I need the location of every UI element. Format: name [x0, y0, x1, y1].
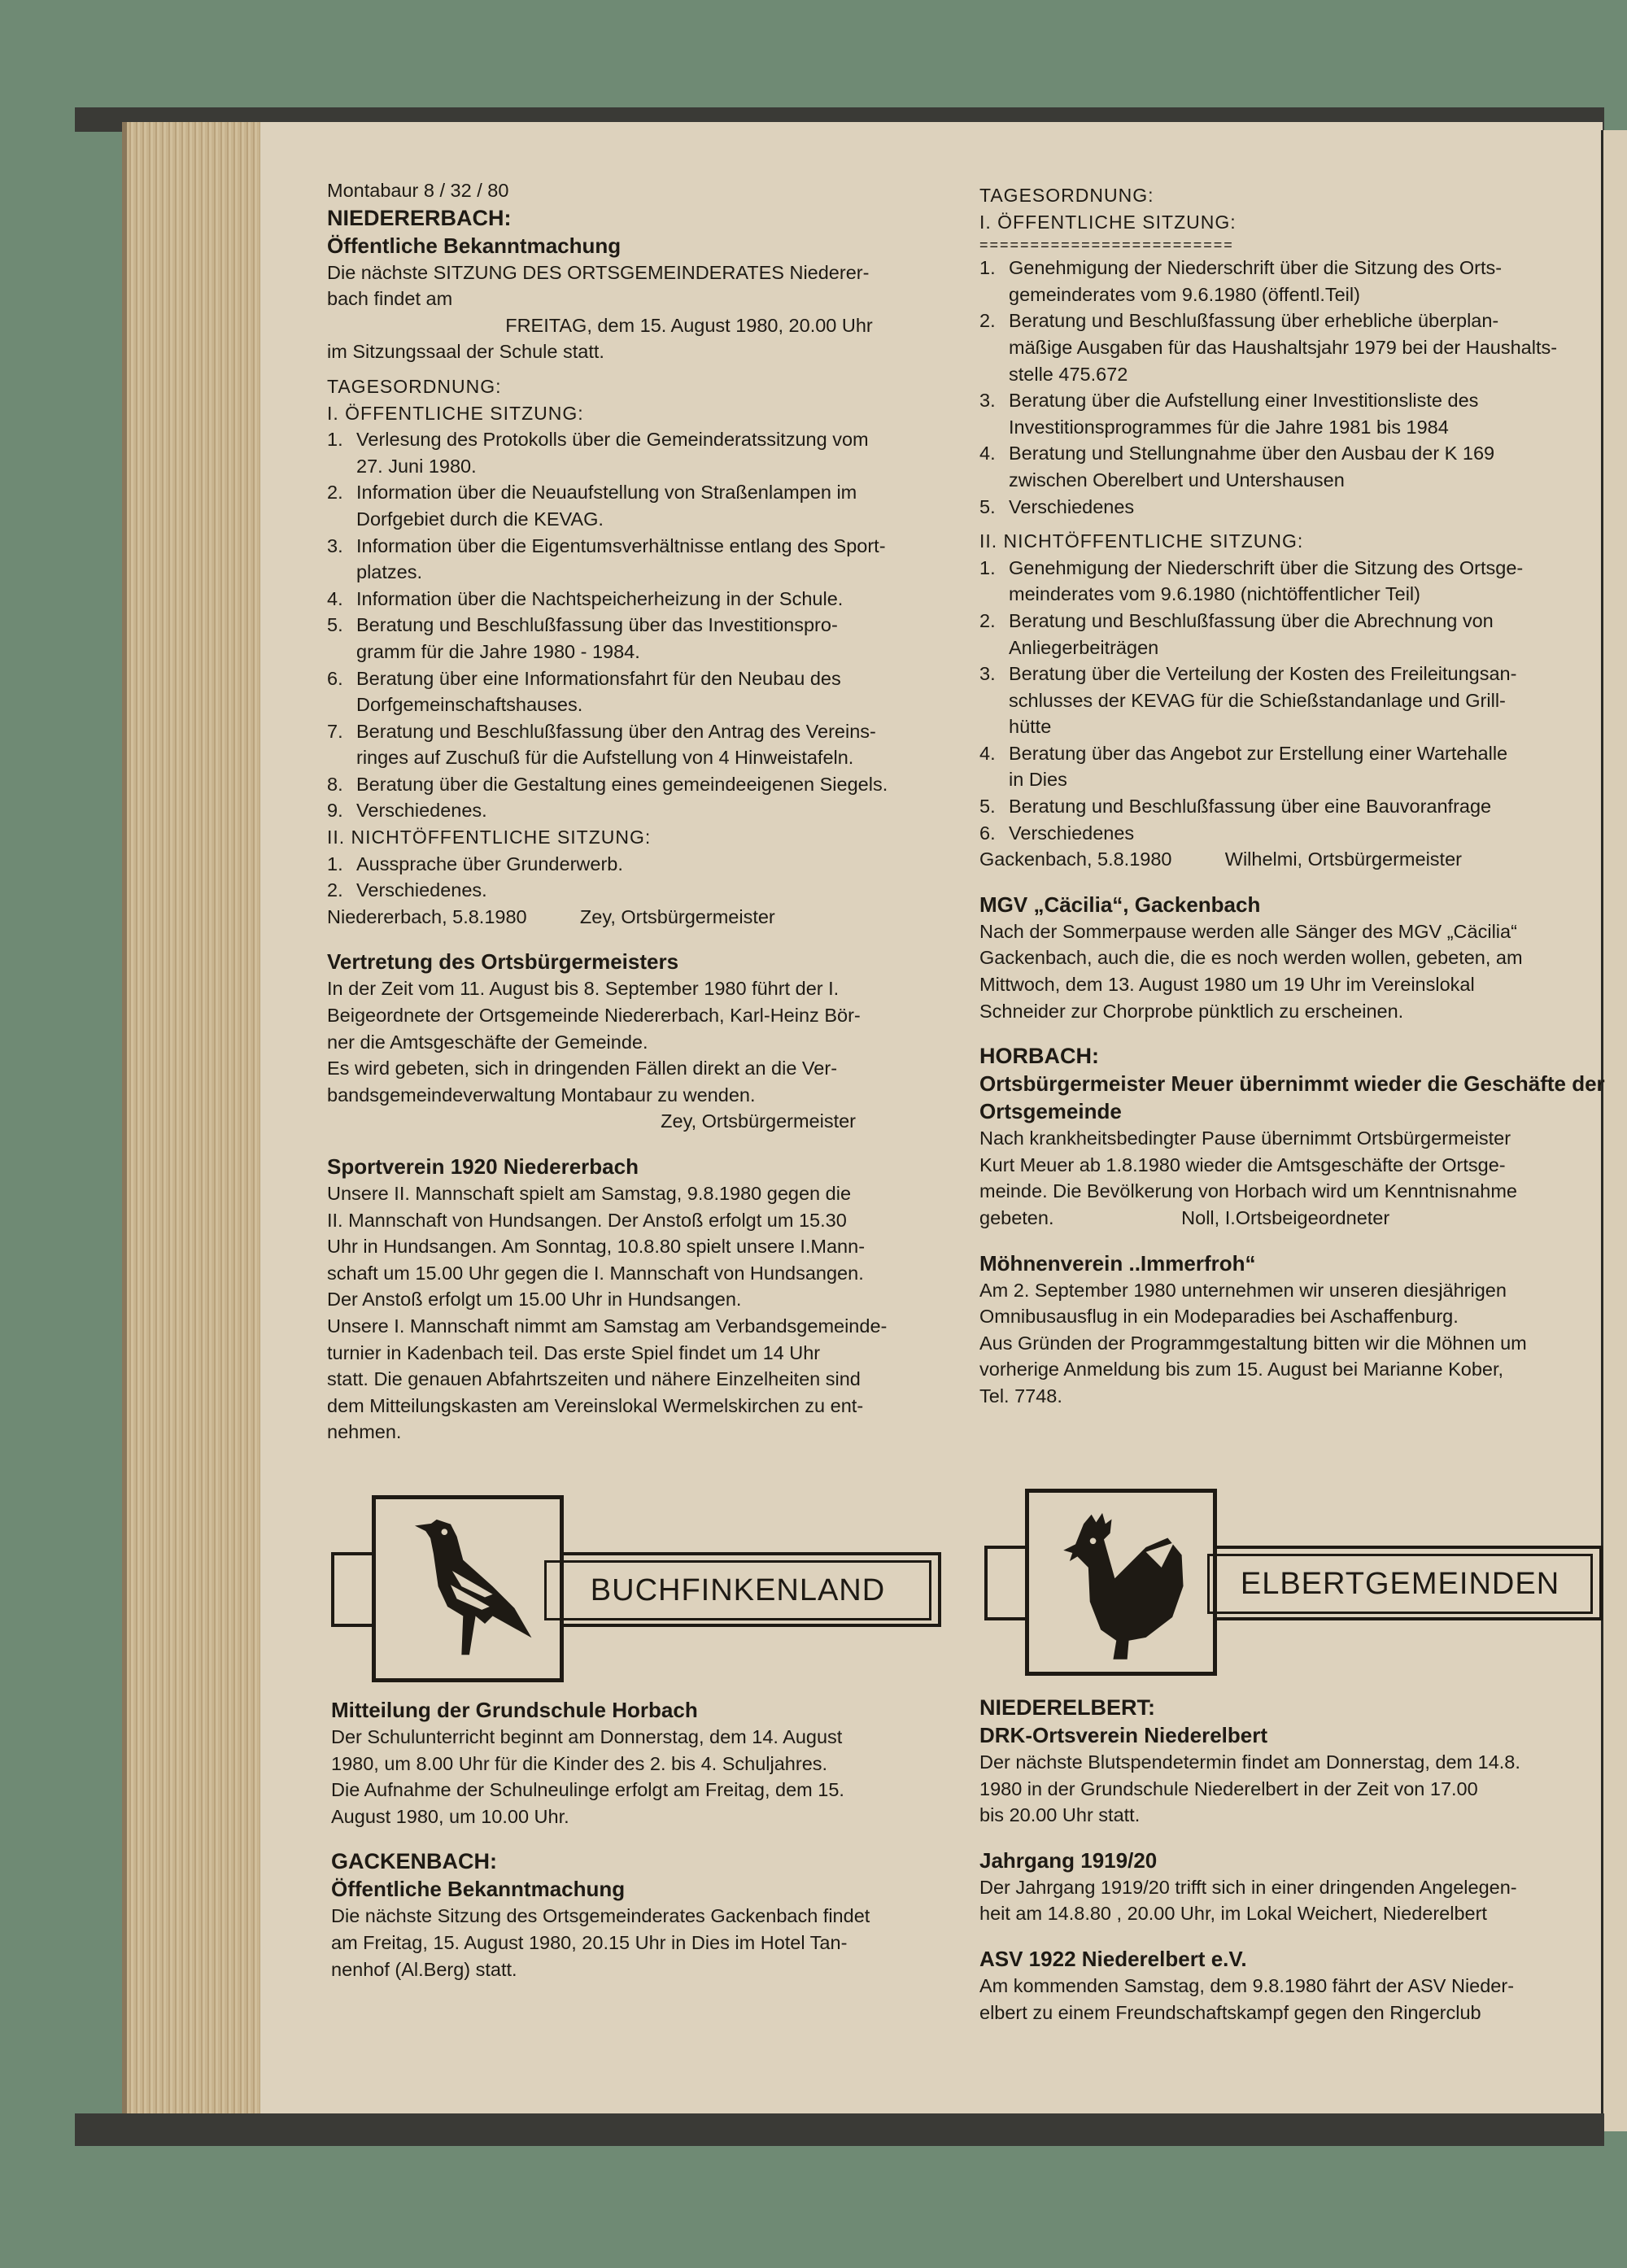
emblem-box: [372, 1495, 564, 1682]
text-line: Beigeordnete der Ortsgemeinde Niedererbach, Karl-Heinz Bör-: [327, 1005, 861, 1027]
gackenbach-subtitle: Öffentliche Bekanntmachung: [331, 1877, 626, 1902]
agenda-item-number: 6.: [327, 667, 343, 689]
gackenbach-text: [331, 1903, 966, 1982]
asv-title: ASV 1922 Niederelbert e.V.: [979, 1946, 1247, 1971]
agenda-item-text: hütte: [1009, 716, 1052, 738]
agenda-item-text: platzes.: [356, 561, 422, 583]
text-line: ner die Amtsgeschäfte der Gemeinde.: [327, 1031, 648, 1053]
agenda-item: [979, 255, 1606, 307]
text-line: Schneider zur Chorprobe pünktlich zu erscheinen.: [979, 1000, 1404, 1022]
right-agenda-label: TAGESORDNUNG:: [979, 185, 1154, 206]
agenda-item: [979, 608, 1606, 661]
agenda-item-text: Beratung und Stellungnahme über den Ausbau der K 169: [1009, 443, 1495, 465]
text-line: II. Mannschaft von Hundsangen. Der Anstoß erfolgt um 15.30: [327, 1209, 847, 1231]
agenda-item-number: 6.: [979, 822, 996, 844]
agenda-item: [979, 440, 1606, 493]
agenda-item-number: 7.: [327, 720, 343, 742]
agenda-item-number: 9.: [327, 800, 343, 822]
niedererbach-signature: Niedererbach, 5.8.1980 Zey, Ortsbürgermeister: [327, 905, 775, 927]
text-line: Der nächste Blutspendetermin findet am Donnerstag, dem 14.8.: [979, 1751, 1520, 1773]
agenda-item-text: Beratung über das Angebot zur Erstellung einer Wartehalle: [1009, 742, 1508, 764]
agenda-item-text: Aussprache über Grunderwerb.: [356, 853, 623, 874]
agenda-item-number: 3.: [979, 663, 996, 685]
agenda-item-text: zwischen Oberelbert und Untershausen: [1009, 469, 1345, 491]
text-line: 1980 in der Grundschule Niederelbert in der Zeit von 17.00: [979, 1777, 1478, 1799]
agenda-item-text: Genehmigung der Niederschrift über die Sitzung des Ortsge-: [1009, 556, 1524, 578]
text-line: nehmen.: [327, 1421, 402, 1443]
agenda-item-number: 4.: [979, 742, 996, 764]
agenda-item: [979, 307, 1606, 387]
asv-text: [979, 1973, 1606, 2026]
text-line: Unsere II. Mannschaft spielt am Samstag, 9.8.1980 gegen die: [327, 1183, 852, 1204]
text-line: elbert zu einem Freundschaftskampf gegen den Ringerclub: [979, 2001, 1481, 2023]
grundschule-text: [331, 1724, 966, 1830]
sportverein-title: Sportverein 1920 Niedererbach: [327, 1154, 639, 1179]
agenda-item-number: 1.: [327, 853, 343, 874]
agenda-item: [979, 661, 1606, 740]
vertretung-text: [327, 975, 962, 1108]
niedererbach-subtitle: Öffentliche Bekanntmachung: [327, 233, 622, 258]
agenda-item-text: Verschiedenes: [1009, 822, 1135, 844]
jahrgang-text: [979, 1874, 1606, 1927]
mgv-title: MGV „Cäcilia“, Gackenbach: [979, 892, 1261, 917]
text-line: am Freitag, 15. August 1980, 20.15 Uhr in Dies im Hotel Tan-: [331, 1931, 848, 1953]
agenda-item-number: 5.: [979, 796, 996, 818]
agenda-item-text: Beratung und Beschlußfassung über den Antrag des Vereins-: [356, 720, 876, 742]
rooster-icon: [1029, 1493, 1213, 1672]
text-line: nenhof (Al.Berg) statt.: [331, 1958, 517, 1980]
agenda-item-text: in Dies: [1009, 769, 1067, 791]
agenda-item-text: Dorfgemeinschaftshauses.: [356, 694, 583, 716]
agenda-item-text: meinderates vom 9.6.1980 (nichtöffentlicher Teil): [1009, 583, 1420, 605]
gackenbach-signature: Gackenbach, 5.8.1980 Wilhelmi, Ortsbürgermeister: [979, 848, 1462, 870]
text-line: August 1980, um 10.00 Uhr.: [331, 1805, 569, 1827]
horbach-subtitle-2: Ortsgemeinde: [979, 1099, 1122, 1124]
text-line: Uhr in Hundsangen. Am Sonntag, 10.8.80 spielt unsere I.Mann-: [327, 1236, 866, 1258]
agenda-item-number: 4.: [327, 587, 343, 609]
gackenbach-title: GACKENBACH:: [331, 1849, 497, 1874]
agenda-item-number: 3.: [327, 534, 343, 556]
public-agenda-list: [327, 426, 962, 824]
text-line: statt. Die genauen Abfahrtszeiten und nähere Einzelheiten sind: [327, 1368, 861, 1390]
horbach-subtitle-1: Ortsbürgermeister Meuer übernimmt wieder die Geschäfte der: [979, 1071, 1605, 1097]
agenda-item-text: Beratung über die Verteilung der Kosten des Freileitungsan-: [1009, 663, 1517, 685]
text-line: Nach der Sommerpause werden alle Sänger des MGV „Cäcilia“: [979, 920, 1517, 942]
public-session-label: I. ÖFFENTLICHE SITZUNG:: [327, 402, 584, 424]
text-line: heit am 14.8.80 , 20.00 Uhr, im Lokal Weichert, Niederelbert: [979, 1903, 1487, 1925]
horbach-signature: gebeten. Noll, I.Ortsbeigeordneter: [979, 1207, 1390, 1228]
agenda-label: TAGESORDNUNG:: [327, 375, 502, 397]
right-private-agenda: [979, 555, 1606, 847]
text-line: Nach krankheitsbedingter Pause übernimmt Ortsbürgermeister: [979, 1127, 1511, 1149]
niederelbert-subtitle: DRK-Ortsverein Niederelbert: [979, 1723, 1267, 1747]
private-agenda-list: [327, 851, 962, 904]
agenda-item-number: 4.: [979, 443, 996, 465]
agenda-item: [327, 612, 962, 665]
text-line: 1980, um 8.00 Uhr für die Kinder des 2. bis 4. Schuljahres.: [331, 1752, 828, 1774]
agenda-item-text: gramm für die Jahre 1980 - 1984.: [356, 640, 640, 662]
text-line: vorherige Anmeldung bis zum 15. August bei Marianne Kober,: [979, 1359, 1504, 1380]
agenda-item: [979, 387, 1606, 440]
text-line: schaft um 15.00 Uhr gegen die I. Mannschaft von Hundsangen.: [327, 1262, 864, 1284]
text-line: In der Zeit vom 11. August bis 8. September 1980 führt der I.: [327, 978, 840, 1000]
text-line: Aus Gründen der Programmgestaltung bitten wir die Möhnen um: [979, 1332, 1527, 1354]
text-line: Unsere I. Mannschaft nimmt am Samstag am Verbandsgemeinde-: [327, 1315, 888, 1337]
agenda-item-text: Verschiedenes: [1009, 495, 1135, 517]
agenda-item-number: 3.: [979, 390, 996, 412]
agenda-item: [979, 820, 1606, 847]
right-lower-column: [979, 1694, 1606, 2026]
agenda-item: [979, 555, 1606, 608]
text-line: Gackenbach, auch die, die es noch werden wollen, gebeten, am: [979, 947, 1523, 969]
agenda-item-text: Genehmigung der Niederschrift über die Sitzung des Orts-: [1009, 257, 1503, 279]
text-line: dem Mitteilungskasten am Vereinslokal Wermelskirchen zu ent-: [327, 1394, 864, 1416]
agenda-item: [327, 797, 962, 824]
text-line: Am 2. September 1980 unternehmen wir unseren diesjährigen: [979, 1279, 1507, 1301]
agenda-item-number: 1.: [979, 556, 996, 578]
agenda-item-number: 1.: [979, 257, 996, 279]
book-bottom-edge: [75, 2113, 1604, 2146]
agenda-item: [327, 718, 962, 771]
text-line: Der Jahrgang 1919/20 trifft sich in einer dringenden Angelegen-: [979, 1876, 1517, 1898]
moehnen-title: Möhnenverein ..Immerfroh“: [979, 1250, 1256, 1276]
agenda-item-number: 1.: [327, 429, 343, 451]
agenda-item-text: Beratung über die Aufstellung einer Investitionsliste des: [1009, 390, 1479, 412]
agenda-item-text: Information über die Neuaufstellung von Straßenlampen im: [356, 482, 857, 504]
agenda-item: [327, 877, 962, 904]
private-session-label: II. NICHTÖFFENTLICHE SITZUNG:: [327, 827, 652, 848]
agenda-item: [327, 851, 962, 878]
page-stack-edge: [122, 122, 277, 2131]
agenda-item-text: Beratung und Beschlußfassung über eine Bauvoranfrage: [1009, 796, 1492, 818]
agenda-item-text: Beratung und Beschlußfassung über das Investitionspro-: [356, 614, 838, 636]
agenda-item-text: Anliegerbeiträgen: [1009, 636, 1159, 658]
agenda-item-text: Investitionsprogrammes für die Jahre 1981 bis 1984: [1009, 416, 1449, 438]
agenda-item: [327, 533, 962, 586]
agenda-item: [327, 479, 962, 532]
jahrgang-title: Jahrgang 1919/20: [979, 1847, 1158, 1873]
elbertgemeinden-logo: [984, 1489, 1603, 1676]
agenda-item-text: Information über die Eigentumsverhältnisse entlang des Sport-: [356, 534, 886, 556]
finch-icon: [376, 1499, 560, 1678]
logo-title-buchfinkenland: BUCHFINKENLAND: [544, 1560, 931, 1620]
agenda-item-text: Verschiedenes.: [356, 800, 487, 822]
agenda-item-text: Beratung über eine Informationsfahrt für den Neubau des: [356, 667, 841, 689]
text-line: bandsgemeindeverwaltung Montabaur zu wenden.: [327, 1084, 756, 1106]
agenda-item-text: Dorfgebiet durch die KEVAG.: [356, 508, 604, 530]
agenda-item-number: 5.: [979, 495, 996, 517]
agenda-item-text: ringes auf Zuschuß für die Aufstellung von 4 Hinweistafeln.: [356, 747, 854, 769]
text-line: meinde. Die Bevölkerung von Horbach wird um Kenntnisnahme: [979, 1180, 1517, 1202]
right-column: [979, 182, 1606, 1410]
right-public-agenda: [979, 255, 1606, 520]
niedererbach-title: NIEDERERBACH:: [327, 205, 512, 230]
vertretung-title: Vertretung des Ortsbürgermeisters: [327, 949, 679, 975]
left-column: [327, 177, 962, 1446]
niedererbach-intro-2: bach findet am: [327, 288, 453, 310]
text-line: Mittwoch, dem 13. August 1980 um 19 Uhr im Vereinslokal: [979, 974, 1475, 996]
agenda-item: [979, 740, 1606, 793]
agenda-item-text: Beratung und Beschlußfassung über die Abrechnung von: [1009, 609, 1494, 631]
right-private-label: II. NICHTÖFFENTLICHE SITZUNG:: [979, 530, 1304, 552]
agenda-item-number: 2.: [979, 609, 996, 631]
text-line: bis 20.00 Uhr statt.: [979, 1804, 1141, 1826]
text-line: turnier in Kadenbach teil. Das erste Spiel findet um 14 Uhr: [327, 1341, 821, 1363]
left-lower-column: [331, 1696, 966, 1982]
text-line: Es wird gebeten, sich in dringenden Fällen direkt an die Ver-: [327, 1058, 838, 1079]
header-reference: Montabaur 8 / 32 / 80: [327, 180, 509, 201]
agenda-item-text: Information über die Nachtspeicherheizung in der Schule.: [356, 587, 844, 609]
agenda-item-text: gemeinderates vom 9.6.1980 (öffentl.Teil): [1009, 283, 1360, 305]
text-line: Die Aufnahme der Schulneulinge erfolgt am Freitag, dem 15.: [331, 1779, 844, 1801]
niedererbach-intro-3: FREITAG, dem 15. August 1980, 20.00 Uhr: [505, 314, 873, 336]
agenda-item-number: 2.: [327, 482, 343, 504]
niederelbert-text: [979, 1749, 1606, 1829]
right-public-label: I. ÖFFENTLICHE SITZUNG:: [979, 211, 1237, 233]
agenda-item-text: Beratung über die Gestaltung eines gemeindeeigenen Siegels.: [356, 773, 888, 795]
vertretung-signature: Zey, Ortsbürgermeister: [661, 1110, 856, 1132]
agenda-item: [327, 771, 962, 798]
agenda-item: [979, 494, 1606, 521]
agenda-item-number: 8.: [327, 773, 343, 795]
agenda-item: [979, 793, 1606, 820]
agenda-item: [327, 586, 962, 613]
sportverein-text: [327, 1180, 962, 1446]
text-line: Der Anstoß erfolgt um 15.00 Uhr in Hundsangen.: [327, 1289, 742, 1311]
agenda-item-number: 2.: [327, 879, 343, 901]
agenda-item-text: schlusses der KEVAG für die Schießstandanlage und Grill-: [1009, 689, 1506, 711]
horbach-text: [979, 1125, 1606, 1205]
agenda-item-text: mäßige Ausgaben für das Haushaltsjahr 1979 bei der Haushalts-: [1009, 336, 1558, 358]
agenda-item-text: stelle 475.672: [1009, 363, 1128, 385]
emblem-box: [1025, 1489, 1217, 1676]
agenda-item-text: Beratung und Beschlußfassung über erhebliche überplan-: [1009, 310, 1499, 332]
text-line: Am kommenden Samstag, dem 9.8.1980 fährt der ASV Nieder-: [979, 1974, 1515, 1996]
agenda-item: [327, 665, 962, 718]
agenda-item-number: 5.: [327, 614, 343, 636]
text-line: Omnibusausflug in ein Modeparadies bei Aschaffenburg.: [979, 1306, 1459, 1328]
agenda-item-number: 2.: [979, 310, 996, 332]
buchfinkenland-logo: [331, 1495, 941, 1682]
agenda-item-text: 27. Juni 1980.: [356, 455, 477, 477]
agenda-item-text: Verlesung des Protokolls über die Gemeinderatssitzung vom: [356, 429, 869, 451]
agenda-item: [327, 426, 962, 479]
logo-title-elbertgemeinden: ELBERTGEMEINDEN: [1207, 1554, 1593, 1614]
niedererbach-intro-1: Die nächste SITZUNG DES ORTSGEMEINDERATES Niederer-: [327, 261, 870, 283]
text-line: Der Schulunterricht beginnt am Donnerstag, dem 14. August: [331, 1726, 843, 1747]
mgv-text: [979, 918, 1606, 1024]
equals-rule: =========================: [979, 237, 1234, 254]
niederelbert-title: NIEDERELBERT:: [979, 1695, 1156, 1720]
agenda-item-text: Verschiedenes.: [356, 879, 487, 901]
moehnen-text: [979, 1277, 1606, 1410]
text-line: Kurt Meuer ab 1.8.1980 wieder die Amtsgeschäfte der Ortsge-: [979, 1154, 1506, 1175]
horbach-title: HORBACH:: [979, 1044, 1099, 1069]
text-line: Tel. 7748.: [979, 1385, 1062, 1407]
grundschule-title: Mitteilung der Grundschule Horbach: [331, 1698, 698, 1722]
text-line: Die nächste Sitzung des Ortsgemeinderates Gackenbach findet: [331, 1905, 870, 1927]
niedererbach-intro-4: im Sitzungssaal der Schule statt.: [327, 341, 604, 363]
